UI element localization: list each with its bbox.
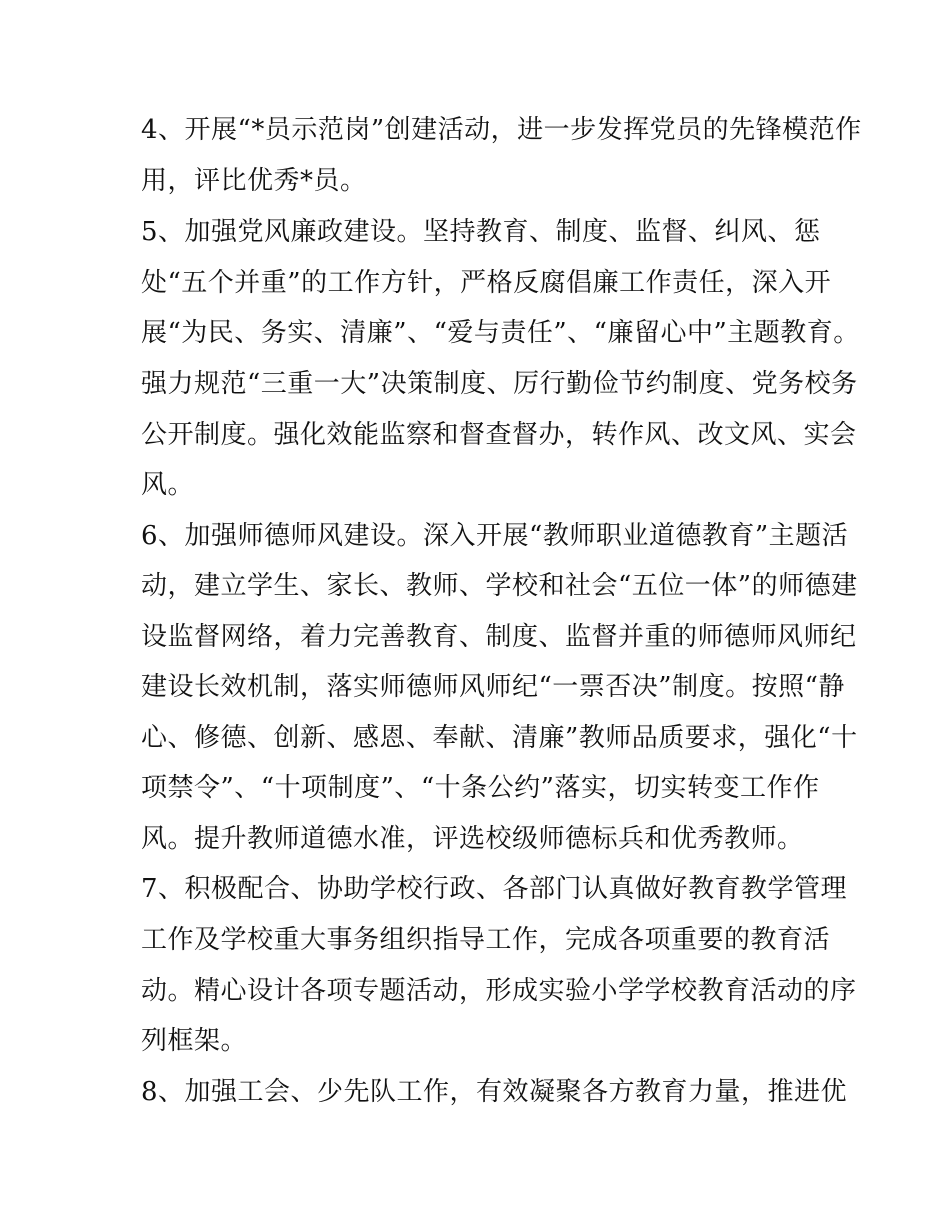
text-line: 列框架。 xyxy=(141,1026,248,1056)
text-line: 心、修德、创新、感恩、奉献、清廉”教师品质要求，强化“十 xyxy=(141,723,858,753)
text-line: 4、开展“*员示范岗”创建活动，进一步发挥党员的先锋模范作 xyxy=(141,115,862,145)
text-line: 8、加强工会、少先队工作，有效凝聚各方教育力量，推进优 xyxy=(141,1077,848,1107)
text-line: 处“五个并重”的工作方针，严格反腐倡廉工作责任，深入开 xyxy=(141,268,832,298)
text-line: 动，建立学生、家长、教师、学校和社会“五位一体”的师德建 xyxy=(141,571,858,601)
text-line: 展“为民、务实、清廉”、“爱与责任”、“廉留心中”主题教育。 xyxy=(141,318,860,348)
text-line: 风。提升教师道德水准，评选校级师德标兵和优秀教师。 xyxy=(141,824,804,854)
text-line: 设监督网络，着力完善教育、制度、监督并重的师德师风师纪 xyxy=(141,622,857,652)
text-line: 7、积极配合、协助学校行政、各部门认真做好教育教学管理 xyxy=(141,874,848,904)
text-line: 动。精心设计各项专题活动，形成实验小学学校教育活动的序 xyxy=(141,976,857,1006)
text-line: 用，评比优秀*员。 xyxy=(141,166,367,196)
text-line: 5、加强党风廉政建设。坚持教育、制度、监督、纠风、惩 xyxy=(141,217,821,247)
text-line: 强力规范“三重一大”决策制度、厉行勤俭节约制度、党务校务 xyxy=(141,369,858,399)
text-line: 工作及学校重大事务组织指导工作，完成各项重要的教育活 xyxy=(141,925,831,955)
text-line: 6、加强师德师风建设。深入开展“教师职业道德教育”主题活 xyxy=(141,521,849,551)
text-line: 公开制度。强化效能监察和督查督办，转作风、改文风、实会 xyxy=(141,420,857,450)
text-line: 建设长效机制，落实师德师风师纪“一票否决”制度。按照“静 xyxy=(141,672,845,702)
text-line: 风。 xyxy=(141,470,195,500)
text-line: 项禁令”、“十项制度”、“十条公约”落实，切实转变工作作 xyxy=(141,773,820,803)
